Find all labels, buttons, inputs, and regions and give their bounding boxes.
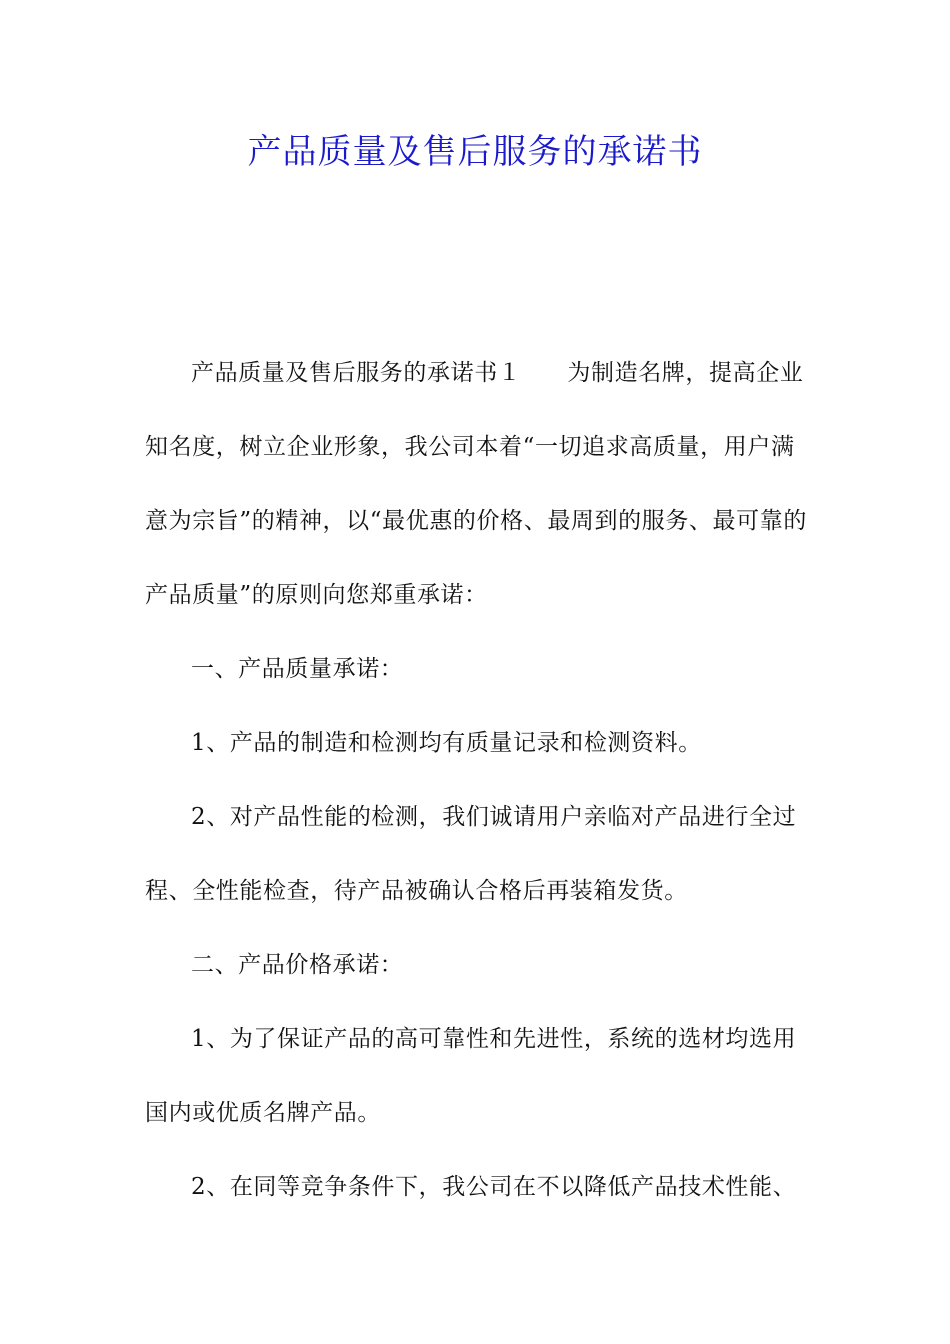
document-body [145, 336, 810, 1224]
intro-text: 为制造名牌，提高企业知名度，树立企业形象，我公司本着“一切追求高质量，用户满意为宗旨”的精神，以“最优惠的价格、最周到的服务、最可靠的产品质量”的原则向您郑重承诺： [145, 360, 807, 608]
price-item-1: 1、为了保证产品的高可靠性和先进性，系统的选材均选用国内或优质名牌产品。 [145, 1026, 797, 1126]
price-item-2: 2、在同等竞争条件下，我公司在不以降低产品技术性能、 [191, 1174, 797, 1200]
section-heading-quality: 一、产品质量承诺： [191, 656, 404, 682]
quality-item-1: 1、产品的制造和检测均有质量记录和检测资料。 [191, 730, 702, 756]
section-heading-price: 二、产品价格承诺： [191, 952, 404, 978]
intro-paragraph [145, 336, 810, 632]
quality-item-2: 2、对产品性能的检测，我们诚请用户亲临对产品进行全过程、全性能检查，待产品被确认合格后再装箱发货。 [145, 804, 797, 904]
document-title: 产品质量及售后服务的承诺书 [247, 132, 703, 172]
intro-heading: 产品质量及售后服务的承诺书１ [191, 360, 522, 386]
